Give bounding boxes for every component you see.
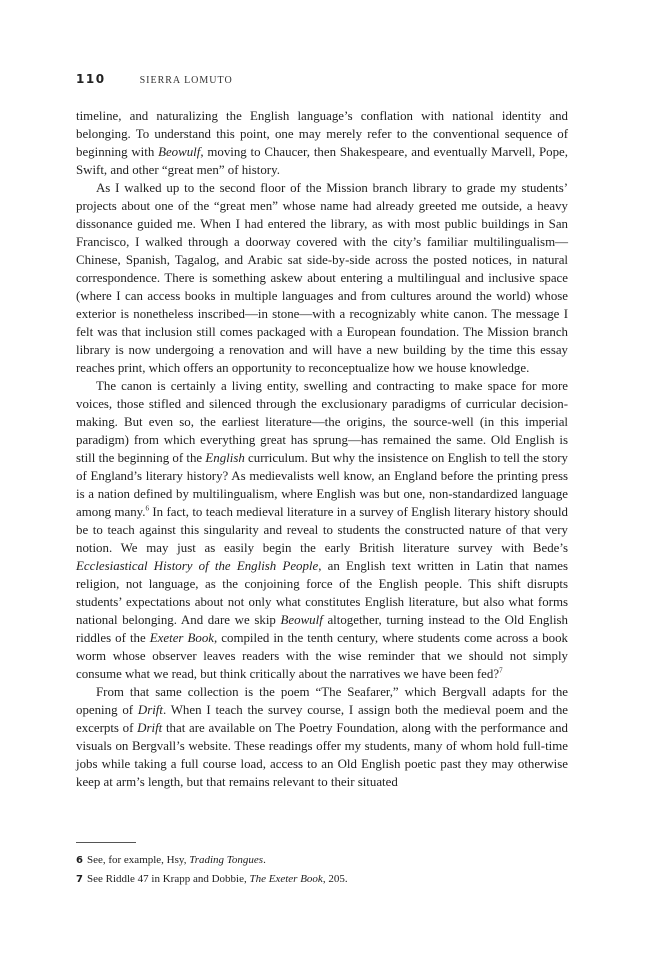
text-run: , an English text written in Latin that names religion, not language, as the conjoining force of the English people. This shift disrupts students’ expectations about not only what constitutes English literature, but also what forms national belonging. And dare we skip [76,559,568,627]
paragraph-1 [76,107,568,179]
italic-title: Beowulf [280,613,323,627]
italic-term: English [205,451,245,465]
italic-title: Drift [137,703,163,717]
page-number: 110 [76,72,106,86]
footnote-reference[interactable]: 6 [145,504,149,513]
running-head: SIERRA LOMUTO [139,75,233,86]
footnote-text: . [263,854,266,866]
page-header [76,72,233,90]
text-run: altogether, turning instead to the Old English riddles of the [76,613,568,645]
text-run: The canon is certainly a living entity, swelling and contracting to make space for more voices, those stifled and silenced through the exclusionary paradigms of curricular decision-making. But even so, the earliest literature—the origins, the source-well (in this imperial paradigm) from which everything great has sprung—has remained the same. Old English is still the beginning of the [76,379,568,465]
italic-title: Drift [137,721,163,735]
text-run: , compiled in the tenth century, where students come across a book worm whose observer leaves readers with the wise reminder that we should not simply consume what we read, but think critically about the narratives we have been fed? [76,631,568,681]
footnote-number: 7 [76,874,83,885]
body-text [76,107,568,791]
paragraph-2: As I walked up to the second floor of the Mission branch library to grade my students’ projects about one of the “great men” whose name had already greeted me outside, a heavy dissonance guided me. When I had entered the library, as with most public buildings in San Francisco, I walked through a doorway covered with the city’s familiar multilingualism—Chinese, Spanish, Tagalog, and Arabic sat side-by-side across the posted notices, in natural correspondence. There is something askew about entering a multilingual and inclusive space (where I can access books in multiple languages and from cultures around the world) whose exterior is nonetheless inscribed—in stone—with a recognizably white canon. The message I felt was that inclusion still comes packaged with a European foundation. The Mission branch library is now undergoing a renovation and will have a new building by the time this essay reaches print, which offers an opportunity to reconceptualize how we house knowledge. [76,181,568,375]
footnote-6 [76,851,568,870]
text-run: From that same collection is the poem “The Seafarer,” which Bergvall adapts for the opening of [76,685,568,717]
footnote-title: Trading Tongues [189,854,264,866]
text-run: In fact, to teach medieval literature in a survey of English literary history should be to teach against this singularity and reveal to students the constructed nature of that very notion. We may just as easily begin the early British literature survey with Bede’s [76,505,568,555]
paragraph-3 [76,377,568,683]
text-run: that are available on The Poetry Foundation, along with the performance and visuals on Bergvall’s website. These readings offer my students, many of whom hold full-time jobs while taking a full course load, access to an Old English poetic past they may otherwise keep at arm’s length, but that remains relevant to their situated [76,721,568,789]
italic-title: Beowulf [158,145,201,159]
footnote-7 [76,870,568,889]
footnote-reference[interactable]: 7 [499,666,503,675]
text-run: , moving to Chaucer, then Shakespeare, and eventually Marvell, Pope, Swift, and other “great men” of history. [76,145,568,177]
text-run: . When I teach the survey course, I assign both the medieval poem and the excerpts of [76,703,568,735]
footnote-text: , 205. [322,873,348,885]
text-run: curriculum. But why the insistence on English to tell the story of England’s literary history? As medievalists well know, an England before the printing press is a nation defined by multilingualism, where English was but one, non-standardized language among many. [76,451,569,519]
text-run: timeline, and naturalizing the English language’s conflation with national identity and belonging. To understand this point, one may merely refer to the conventional sequence of beginning with [76,109,568,159]
footnote-text: See, for example, Hsy, [86,854,190,866]
footnote-title: The Exeter Book [249,873,323,885]
footnotes [76,851,568,889]
footnote-number: 6 [76,855,83,866]
italic-title: Ecclesiastical History of the English People [76,559,319,573]
footnote-text: See Riddle 47 in Krapp and Dobbie, [86,873,250,885]
footnote-divider [76,842,136,843]
italic-title: Exeter Book [149,631,214,645]
paragraph-4 [76,683,568,791]
